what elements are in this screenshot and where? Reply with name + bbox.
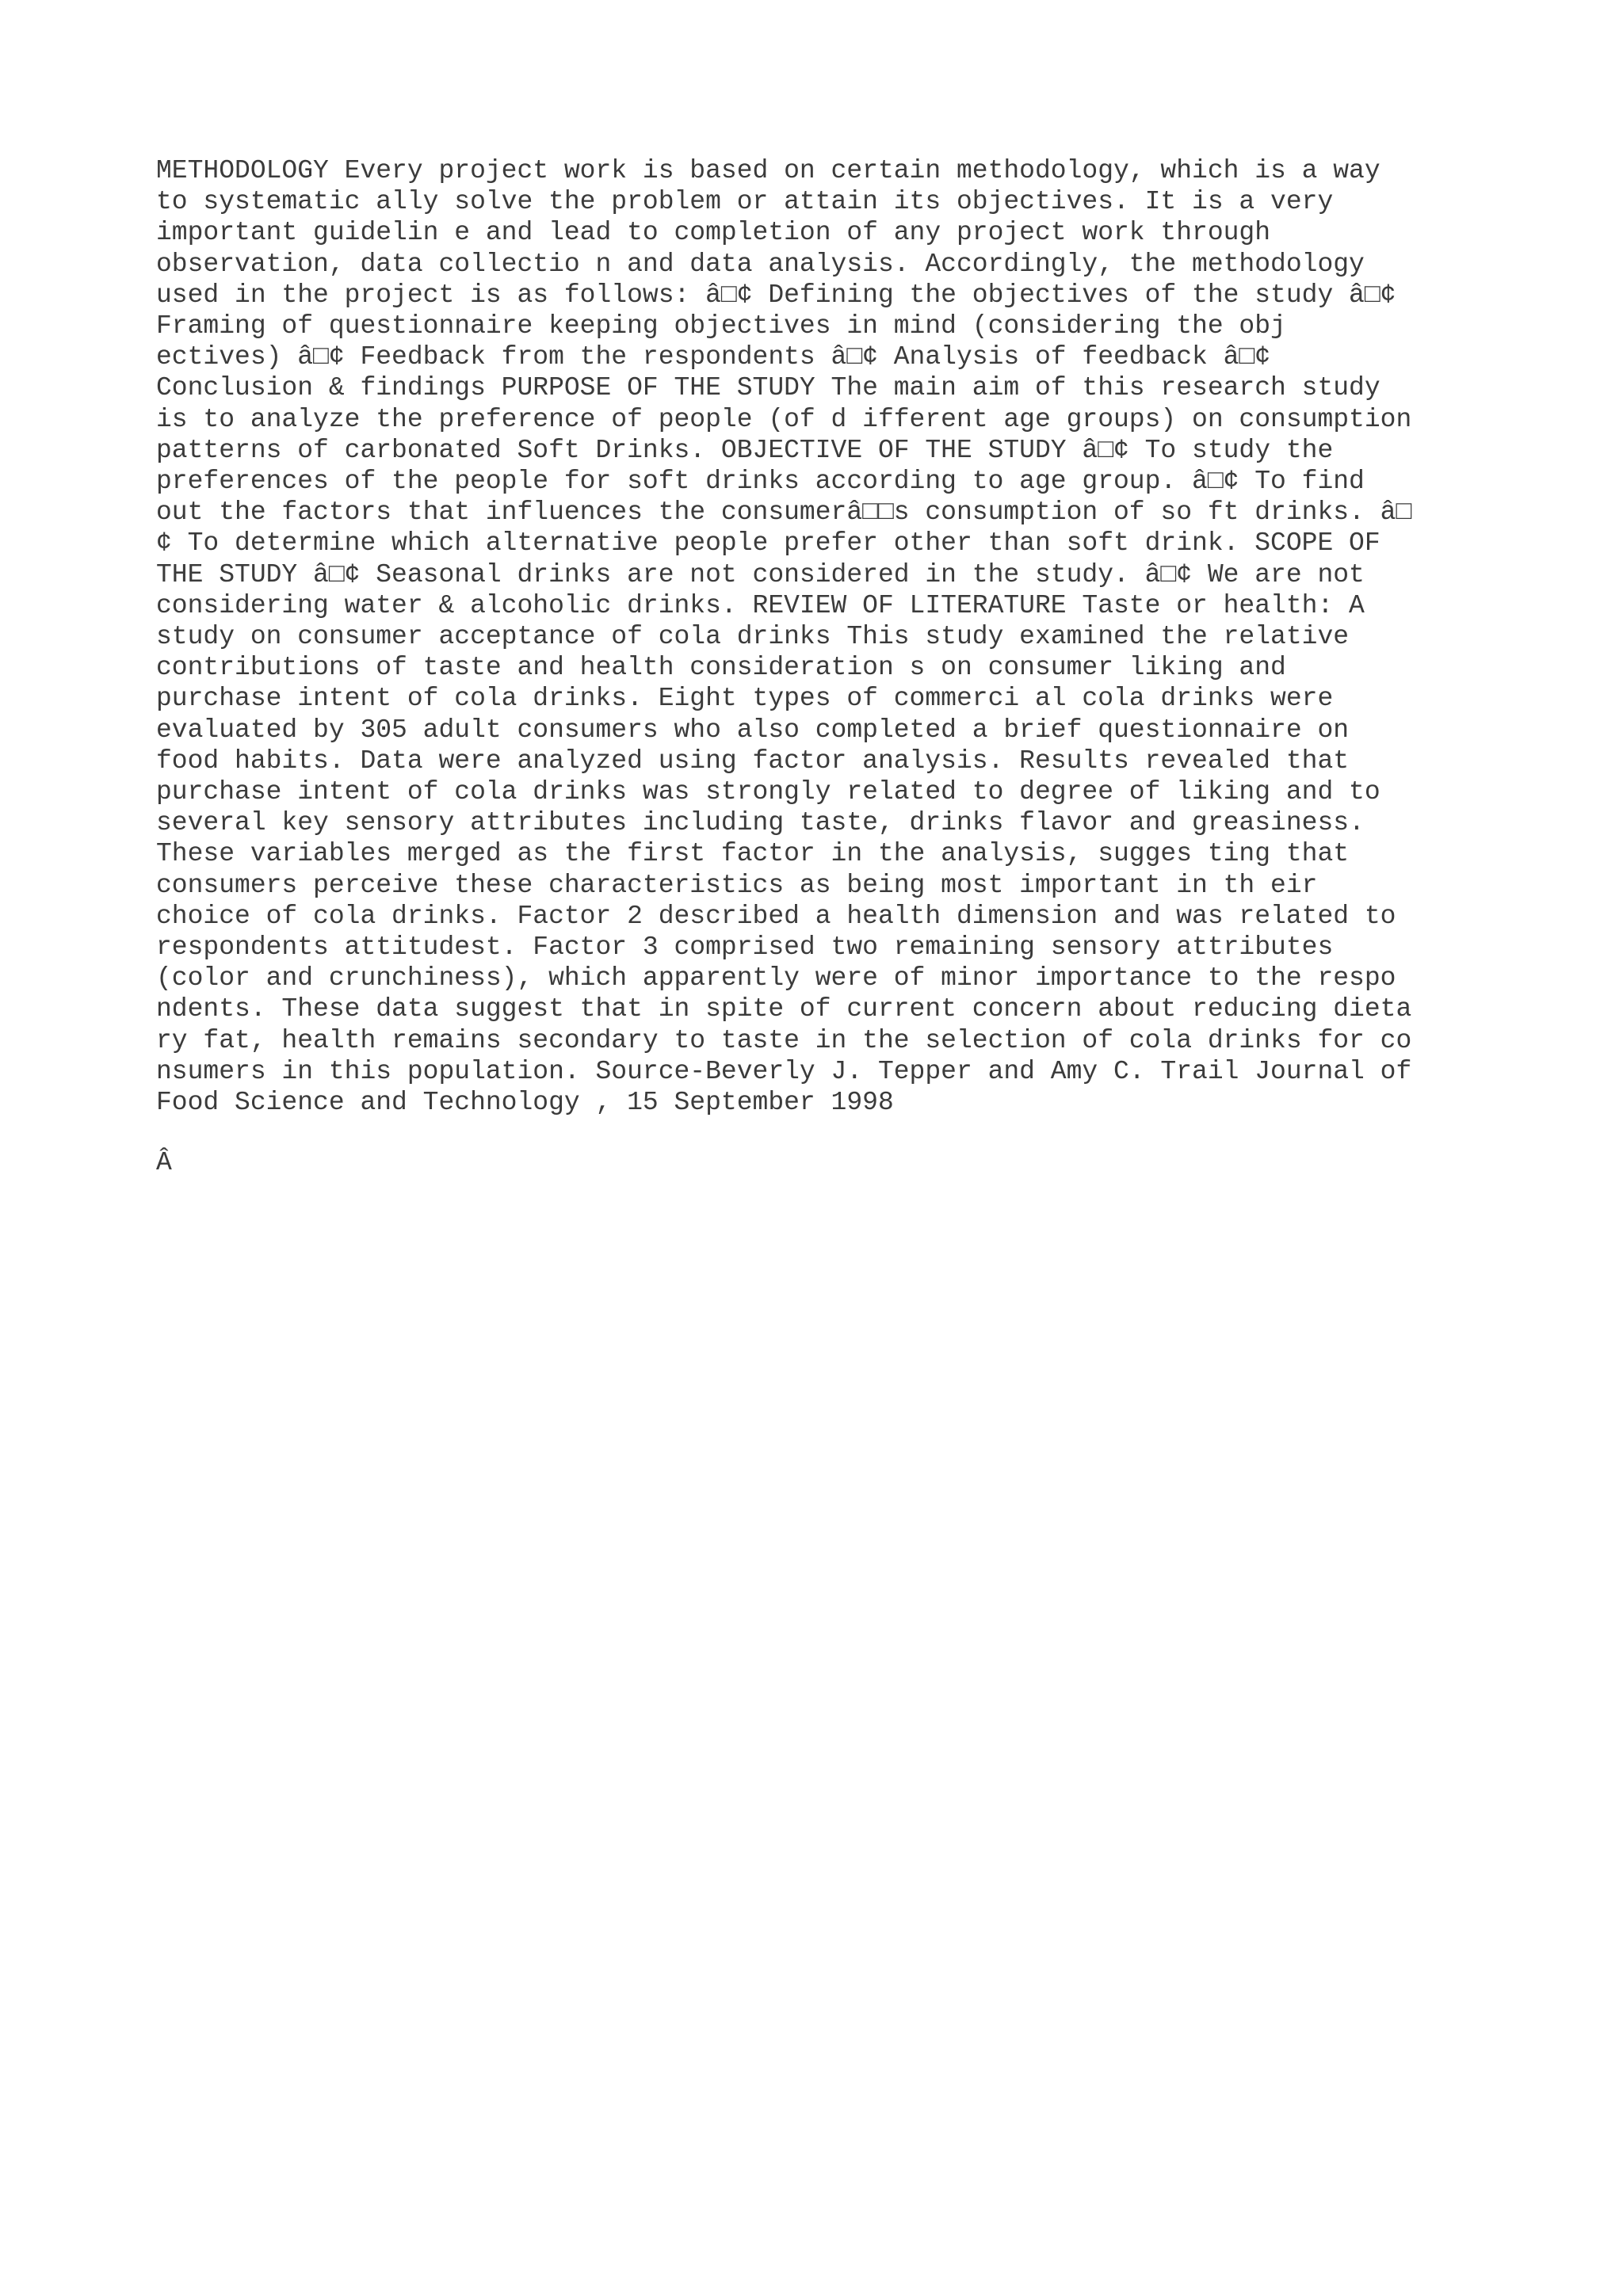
text-line: food habits. Data were analyzed using factor analysis. Results revealed that [156,746,1350,776]
text-line: ry fat, health remains secondary to taste in the selection of cola drinks for co [156,1025,1412,1055]
text-line: (color and crunchiness), which apparently were of minor importance to the respo [156,963,1396,994]
text-line: nsumers in this population. Source-Beverly J. Tepper and Amy C. Trail Journal of [156,1056,1412,1086]
text-line: ¢ To determine which alternative people prefer other than soft drink. SCOPE OF [156,528,1381,559]
text-line: several key sensory attributes including taste, drinks flavor and greasiness. [156,808,1365,838]
text-line: respondents attitudest. Factor 3 comprised two remaining sensory attributes [156,933,1334,963]
text-line: to systematic ally solve the problem or attain its objectives. It is a very [156,187,1334,217]
text-line: preferences of the people for soft drinks according to age group. â□¢ To find [156,467,1365,497]
text-line: Conclusion & findings PURPOSE OF THE STUDY The main aim of this research study [156,373,1381,403]
text-line: ectives) â□¢ Feedback from the respondents â□¢ Analysis of feedback â□¢ [156,342,1271,372]
trailing-character: Â [156,1148,172,1177]
text-line: observation, data collectio n and data analysis. Accordingly, the methodology [156,249,1365,279]
text-line: evaluated by 305 adult consumers who also completed a brief questionnaire on [156,715,1350,745]
text-line: ndents. These data suggest that in spite of current concern about reducing dieta [156,994,1412,1024]
text-line: Food Science and Technology , 15 September 1998 [156,1088,894,1118]
text-line: used in the project is as follows: â□¢ Defining the objectives of the study â□¢ [156,280,1396,310]
text-line: considering water & alcoholic drinks. REVIEW OF LITERATURE Taste or health: A [156,590,1365,620]
text-line: choice of cola drinks. Factor 2 described a health dimension and was related to [156,901,1396,931]
text-line: These variables merged as the first factor in the analysis, sugges ting that [156,839,1350,869]
text-line: is to analyze the preference of people (of d ifferent age groups) on consumption [156,404,1412,434]
text-line: patterns of carbonated Soft Drinks. OBJECTIVE OF THE STUDY â□¢ To study the [156,435,1334,465]
text-line: contributions of taste and health consideration s on consumer liking and [156,653,1286,683]
text-line: METHODOLOGY Every project work is based on certain methodology, which is a way [156,156,1381,185]
text-line: out the factors that influences the consumerâ□□s consumption of so ft drinks. â□ [156,498,1412,528]
text-line: consumers perceive these characteristics as being most important in th eir [156,870,1318,900]
document-body-text [156,155,1487,1118]
text-line: purchase intent of cola drinks. Eight types of commerci al cola drinks were [156,684,1334,714]
text-line: purchase intent of cola drinks was strongly related to degree of liking and to [156,777,1381,807]
text-line: Framing of questionnaire keeping objectives in mind (considering the obj [156,311,1286,341]
text-line: study on consumer acceptance of cola drinks This study examined the relative [156,622,1350,652]
text-line: important guidelin e and lead to completion of any project work through [156,218,1271,248]
text-line: THE STUDY â□¢ Seasonal drinks are not considered in the study. â□¢ We are not [156,559,1365,589]
